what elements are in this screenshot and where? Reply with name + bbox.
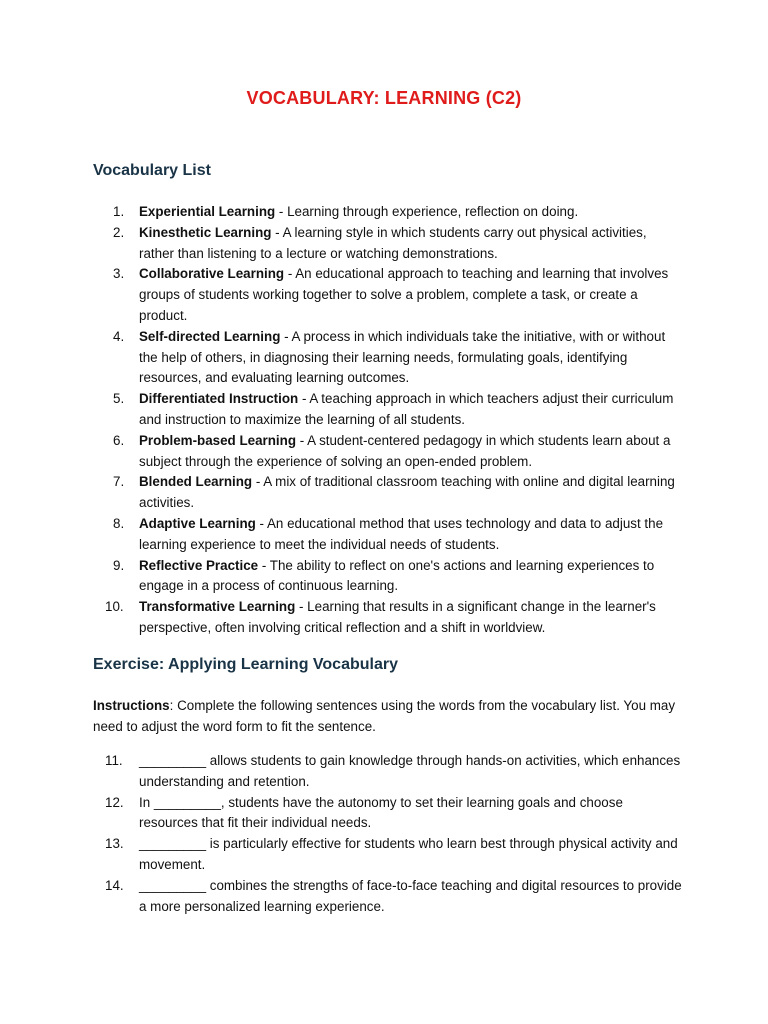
exercise-sentence: _________ is particularly effective for students who learn best through physical activity and movement.	[139, 836, 678, 872]
item-number: 2.	[113, 224, 125, 240]
vocab-item	[93, 223, 683, 265]
vocab-item	[93, 327, 683, 389]
vocabulary-list-heading: Vocabulary List	[93, 162, 211, 179]
exercise-sentence: _________ allows students to gain knowledge through hands-on activities, which enhances understanding and retention.	[139, 753, 681, 789]
vocab-definition: - A teaching approach in which teachers adjust their curriculum and instruction to maximize the learning of all students.	[139, 391, 674, 427]
item-number: 11.	[105, 753, 123, 768]
item-number: 6.	[113, 432, 125, 448]
vocab-item	[93, 472, 683, 514]
vocab-definition: - A student-centered pedagogy in which students learn about a subject through the experience of solving an open-ended problem.	[139, 432, 671, 469]
exercise-sentence: _________ combines the strengths of face-to-face teaching and digital resources to provide a more personalized learning experience.	[139, 877, 682, 914]
vocab-definition: - A learning style in which students carry out physical activities, rather than listening to a lecture or watching demonstrations.	[139, 224, 647, 261]
item-number: 4.	[113, 328, 125, 344]
exercise-item	[93, 751, 683, 793]
vocab-item	[93, 431, 683, 473]
item-number: 13.	[105, 836, 124, 852]
vocab-term: Reflective Practice	[139, 557, 259, 573]
vocab-term: Problem-based Learning	[139, 432, 296, 448]
item-number: 10.	[105, 599, 124, 615]
instructions-paragraph	[93, 696, 683, 738]
item-number: 1.	[113, 204, 125, 219]
vocab-definition: - Learning that results in a significant change in the learner's perspective, often involving critical reflection and a shift in worldview.	[139, 599, 656, 635]
exercise-item	[93, 834, 683, 876]
vocab-item	[93, 202, 683, 223]
exercise-sentence: In _________, students have the autonomy to set their learning goals and choose resources that fit their individual needs.	[139, 794, 623, 831]
exercise-item	[93, 793, 683, 835]
vocab-term: Adaptive Learning	[139, 515, 256, 531]
vocab-definition: - A process in which individuals take the initiative, with or without the help of others, in diagnosing their learning needs, formulating goals, identifying resources, and evaluating learning outcomes.	[139, 328, 666, 386]
vocab-term: Differentiated Instruction	[139, 391, 299, 407]
item-number: 7.	[113, 474, 125, 490]
item-number: 14.	[105, 877, 124, 893]
vocab-definition: - A mix of traditional classroom teaching with online and digital learning activities.	[139, 474, 675, 511]
vocab-definition: - An educational method that uses technology and data to adjust the learning experience to meet the individual needs of students.	[139, 515, 664, 552]
vocab-item	[93, 597, 683, 639]
item-number: 5.	[113, 391, 125, 407]
vocab-term: Experiential Learning	[139, 204, 276, 219]
item-number: 3.	[113, 266, 125, 282]
vocab-item	[93, 264, 683, 326]
vocab-term: Collaborative Learning	[139, 266, 285, 282]
vocab-term: Transformative Learning	[139, 599, 296, 615]
exercise-heading: Exercise: Applying Learning Vocabulary	[93, 656, 398, 673]
vocab-item	[93, 556, 683, 598]
vocab-term: Kinesthetic Learning	[139, 224, 272, 240]
vocab-definition: - The ability to reflect on one's actions and learning experiences to engage in a process of continuous learning.	[139, 557, 655, 594]
item-number: 12.	[105, 794, 124, 810]
document-title: VOCABULARY: LEARNING (C2)	[246, 88, 522, 108]
vocab-definition: - An educational approach to teaching and learning that involves groups of students working together to solve a problem, complete a task, or create a product.	[139, 266, 669, 323]
vocab-term: Self-directed Learning	[139, 328, 281, 344]
item-number: 9.	[113, 557, 125, 573]
vocab-term: Blended Learning	[139, 474, 253, 490]
item-number: 8.	[113, 515, 125, 531]
instructions-label: Instructions	[93, 698, 170, 713]
instructions-text: : Complete the following sentences using the words from the vocabulary list. You may need to adjust the word form to fit the sentence.	[93, 698, 676, 734]
exercise-item	[93, 876, 683, 918]
vocabulary-list	[93, 202, 683, 639]
vocab-item	[93, 514, 683, 556]
vocab-definition: - Learning through experience, reflection on doing.	[275, 204, 579, 219]
exercise-list	[93, 751, 683, 917]
vocab-item	[93, 389, 683, 431]
